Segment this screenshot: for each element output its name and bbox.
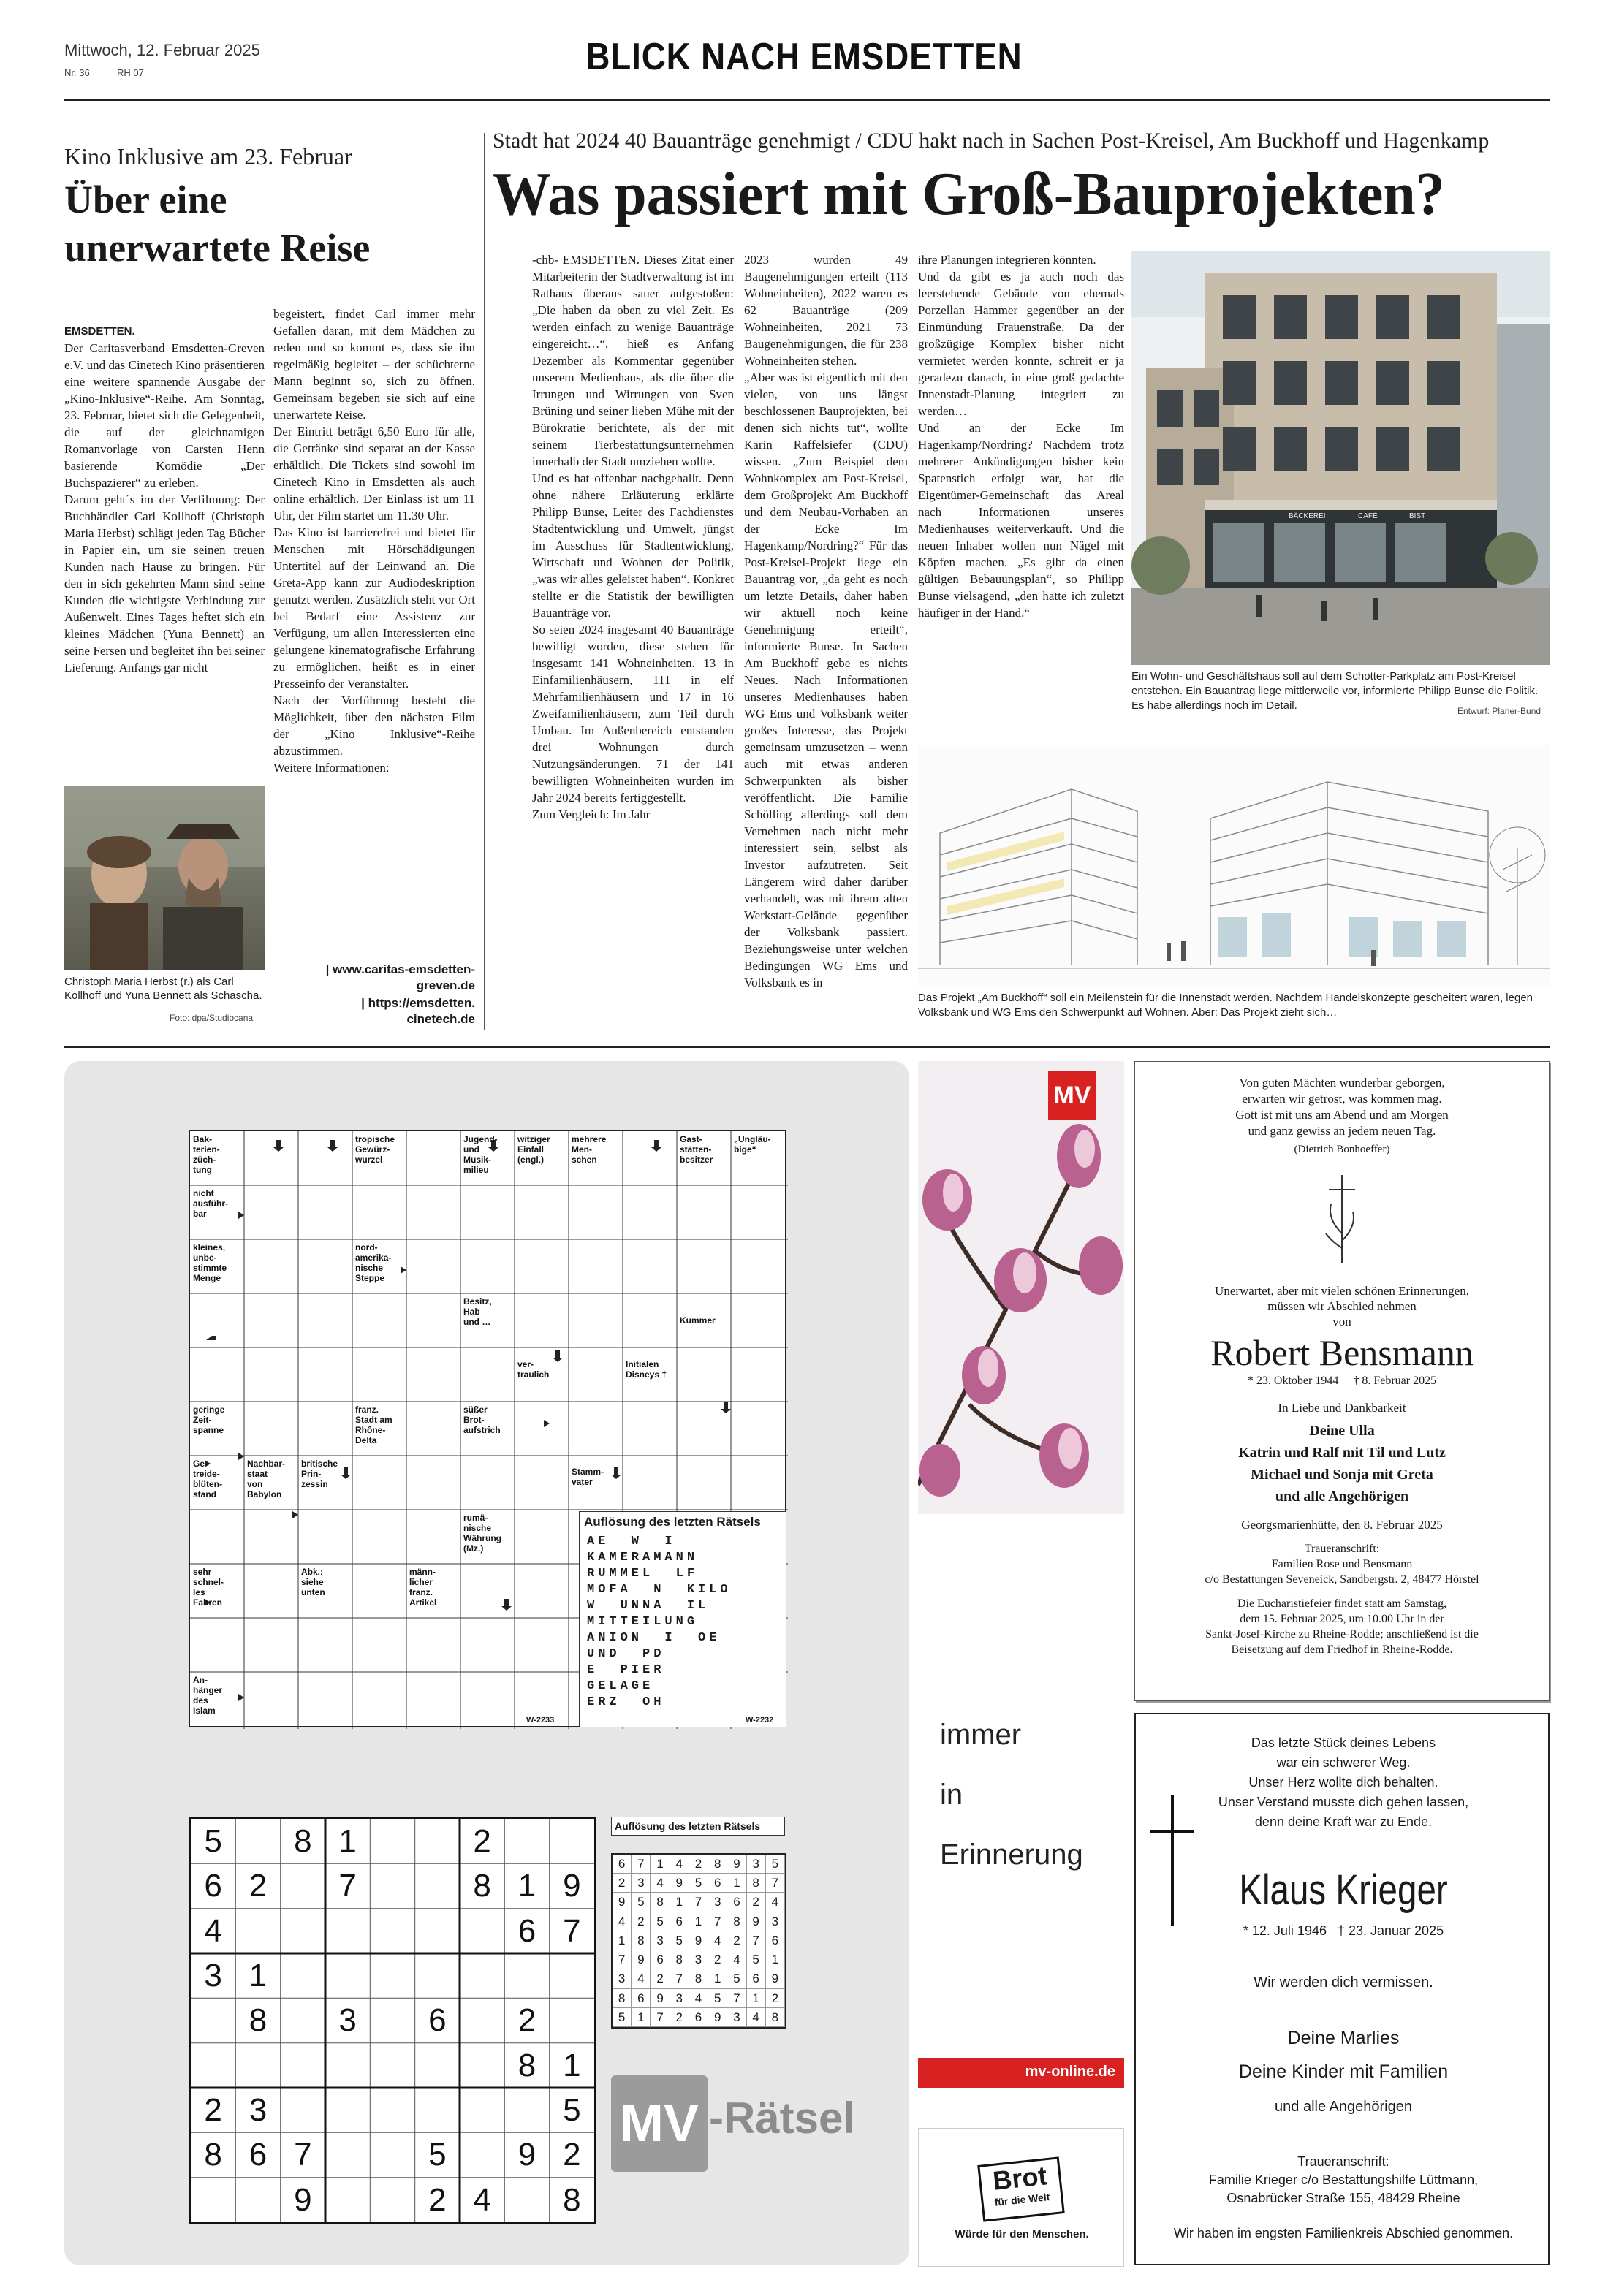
mv-online-url: mv-online.de [1025, 2064, 1115, 2080]
cross-flower-icon [1313, 1168, 1371, 1270]
obit2-name: Klaus Krieger [1239, 1866, 1448, 1914]
sudoku-solution-cell: 7 [727, 1989, 746, 2008]
kino-link-2[interactable] [273, 995, 475, 1027]
sudoku-solution-cell: 4 [708, 1931, 727, 1950]
obit1-place-date: Georgsmarienhütte, den 8. Februar 2025 [1241, 1518, 1443, 1532]
sudoku-solution-cell: 6 [613, 1855, 632, 1874]
sudoku-solution-cell: 6 [670, 1912, 689, 1931]
mv-raetsel-logo [611, 2075, 874, 2172]
sudoku-given: 8 [294, 1823, 312, 1859]
clue-cell: sehr schnel- les Fahren [193, 1567, 224, 1608]
sudoku-solution-cell: 7 [632, 1855, 651, 1874]
sudoku-given: 9 [517, 2137, 536, 2173]
shop-sign-2: CAFÉ [1358, 512, 1378, 520]
sudoku-given: 4 [204, 1912, 222, 1949]
building-render-1 [1131, 251, 1550, 665]
sudoku-solution-cell: 7 [670, 1969, 689, 1988]
obituary-bensmann [1134, 1061, 1550, 1701]
header-code: RH 07 [117, 67, 144, 78]
header-date: Mittwoch, 12. Februar 2025 [64, 41, 260, 59]
sudoku-solution-cell: 5 [613, 2008, 632, 2027]
sudoku-solution-title: Auflösung des letzten Rätsels [611, 1817, 785, 1836]
kino-dateline: EMSDETTEN. [64, 325, 135, 338]
kino-kicker: Kino Inklusive am 23. Februar [64, 143, 352, 170]
clue-cell: kleines, unbe- stimmte Menge [193, 1242, 227, 1283]
solution-row: ERZ OH [587, 1695, 665, 1709]
sudoku-solution-cell: 6 [727, 1893, 746, 1912]
sudoku-solution-cell: 8 [632, 1931, 651, 1950]
sudoku-solution-cell: 3 [632, 1874, 651, 1893]
clue-cell: Kummer [680, 1315, 716, 1326]
sudoku-solution-cell: 4 [651, 1874, 670, 1893]
sudoku-solution-cell: 9 [727, 1855, 746, 1874]
sudoku-solution-cell: 1 [632, 2008, 651, 2027]
clue-cell: geringe Zeit- spanne [193, 1404, 225, 1435]
obit1-address: Traueranschrift: Familien Rose und Bensmann c/o Bestattungen Seveneick, Sandbergstr. 2, 48477 Hörstel [1205, 1543, 1479, 1586]
sudoku-solution-cell: 9 [670, 1874, 689, 1893]
clue-cell: Abk.: siehe unten [301, 1567, 325, 1597]
brot-title: Brot [991, 2160, 1049, 2196]
sudoku-solution-cell: 2 [613, 1874, 632, 1893]
solution-row: UND PD [587, 1647, 665, 1661]
sudoku-solution-cell: 4 [613, 1912, 632, 1931]
sudoku-solution-cell: 6 [651, 1950, 670, 1969]
sudoku-solution-cell: 2 [670, 2008, 689, 2027]
sudoku-solution-cell: 4 [670, 1855, 689, 1874]
crossword-solution-box [579, 1511, 786, 1727]
sudoku-solution-cell: 9 [632, 1950, 651, 1969]
mv-raetsel-badge: MV [611, 2075, 708, 2172]
sudoku-solution-cell: 8 [747, 1874, 766, 1893]
sudoku-solution-cell: 9 [708, 2008, 727, 2027]
obit2-family: Deine Marlies Deine Kinder mit Familien [1238, 2028, 1449, 2082]
sudoku-given: 3 [249, 2092, 268, 2128]
sudoku-solution-cell: 3 [651, 1931, 670, 1950]
sudoku-solution-cell: 2 [727, 1931, 746, 1950]
solution-row: MITTEILUNG [587, 1615, 699, 1629]
sudoku-solution-cell: 1 [708, 1969, 727, 1988]
sudoku-solution-cell: 7 [613, 1950, 632, 1969]
mv-ad [918, 1061, 1124, 2099]
sudoku-solution-cell: 4 [727, 1950, 746, 1969]
sudoku-given: 5 [428, 2137, 447, 2173]
shop-sign-3: BIST [1409, 512, 1426, 520]
clue-cell: Stamm- vater [572, 1467, 604, 1487]
kino-link-1b: greven.de [416, 978, 475, 992]
brot-ad [918, 2128, 1124, 2267]
obit2-others: und alle Angehörigen [1275, 2099, 1412, 2115]
header-issue: Nr. 36 [64, 67, 90, 78]
obit2-closing: Wir haben im engsten Familienkreis Abschied genommen. [1173, 2226, 1514, 2240]
sudoku-solution-cell: 8 [708, 1855, 727, 1874]
sudoku-solution-cell: 7 [708, 1912, 727, 1931]
obituary-krieger [1134, 1713, 1550, 2265]
sudoku-solution-cell: 5 [747, 1950, 766, 1969]
sudoku-solution-cell: 8 [670, 1950, 689, 1969]
sudoku-given: 1 [338, 1823, 357, 1859]
solution-row: GELAGE [587, 1679, 654, 1693]
sudoku-solution-cell: 1 [766, 1950, 785, 1969]
clue-cell: süßer Brot- aufstrich [463, 1404, 501, 1435]
sudoku-solution-cell: 2 [708, 1950, 727, 1969]
building-1-caption: Ein Wohn- und Geschäftshaus soll auf dem Schotter-Parkplatz am Post-Kreisel entstehen. Ein Bauantrag liege mittlerweile vor, informierte Philipp Bunse die Politik. Es habe allerdings noch im Detail. [1131, 670, 1539, 712]
sudoku-solution-cell: 5 [651, 1912, 670, 1931]
sudoku-given: 7 [338, 1868, 357, 1904]
kino-link-1[interactable] [273, 962, 475, 994]
sudoku-solution-cell: 8 [613, 1989, 632, 2008]
clue-cell: Nachbar- staat von Babylon [247, 1459, 286, 1499]
sudoku-solution-cell: 9 [613, 1893, 632, 1912]
sudoku-solution-cell: 6 [766, 1931, 785, 1950]
sudoku-solution-cell: 9 [766, 1969, 785, 1988]
sudoku-solution-cell: 3 [727, 2008, 746, 2027]
kino-headline-1: Über eine [64, 178, 227, 221]
sudoku-given: 4 [473, 2181, 491, 2218]
clue-cell: Besitz, Hab und … [463, 1296, 492, 1327]
ad-line-2: in [940, 1779, 963, 1811]
sudoku-given: 8 [204, 2137, 222, 2173]
sudoku-solution-cell: 6 [689, 2008, 708, 2027]
sudoku-solution-cell: 1 [747, 1989, 766, 2008]
clue-cell: männ- licher franz. Artikel [409, 1567, 437, 1608]
sudoku-given: 2 [473, 1823, 491, 1859]
sudoku-solution-cell: 6 [632, 1989, 651, 2008]
sudoku-solution-cell: 3 [613, 1969, 632, 1988]
sudoku-given: 8 [473, 1868, 491, 1904]
clue-cell: ver- traulich [517, 1359, 550, 1380]
article-bottom-rule [64, 1046, 1550, 1048]
kino-text-col2: begeistert, findet Carl immer mehr Gefallen daran, mit dem Mädchen zu reden und so kommt es, dass sie ihn regelmäßig begleitet – der schüchterne Mann beginnt so, sich zu öffnen. Gemeinsam begeben sie sich auf eine unerwartete Reise. Der Eintritt beträgt 6,50 Euro für alle, die Getränke sind separat an der Kasse erhältlich. Die Tickets sind sowohl im Cinetech Kino in Emsdetten als auch online erhältlich. Der Einlass ist um 11 Uhr, der Film startet um 11.30 Uhr. Das Kino ist barrierefrei und bietet für Menschen mit Hörschädigungen Untertitel auf der Leinwand an. Die Greta-App kann zur Audiodeskription genutzt werden. Zusätzlich steht vor Ort bei Bedarf eine Assistenz zur Verfügung, um allen Interessierten eine gelungene kinematografische Erfahrung zu ermöglichen, heißt es in einer Presseinfo der Veranstalter. Nach der Vorführung besteht die Möglichkeit, über den nächsten Film der „Kino Inklusive“-Reihe abzustimmen. Weitere Informationen: [273, 307, 475, 775]
kino-headline-2: unerwartete Reise [64, 226, 371, 270]
kino-photo-caption: Christoph Maria Herbst (r.) als Carl Kollhoff und Yuna Bennett als Schascha. [64, 976, 262, 1002]
sudoku-solution-cell: 4 [766, 1893, 785, 1912]
obit1-name: Robert Bensmann [1210, 1332, 1474, 1373]
obit1-service: Die Eucharistiefeier findet statt am Samstag, dem 15. Februar 2025, um 10.00 Uhr in der Sankt-Josef-Kirche zu Rheine-Rodde; anschließend ist die Beisetzung auf dem Friedhof in Rheine-Rodde. [1205, 1597, 1479, 1656]
kino-photo [64, 786, 265, 970]
sudoku-solution-cell: 1 [689, 1912, 708, 1931]
obit1-poem: Von guten Mächten wunderbar geborgen, erwarten wir getrost, was kommen mag. Gott ist mit uns am Abend und am Morgen und ganz gewiss an jedem neuen Tag. [1235, 1076, 1449, 1138]
sudoku-given: 6 [428, 2002, 447, 2039]
kino-link-1a: | www.caritas-emsdetten- [325, 962, 475, 976]
clue-cell: britische Prin- zessin [301, 1459, 338, 1489]
obit2-poem: Das letzte Stück deines Lebens war ein schwerer Weg. Unser Herz wollte dich behalten. Unser Verstand musste dich gehen lassen, denn deine Kraft war zu Ende. [1218, 1736, 1469, 1829]
clue-cell: nord- amerika- nische Steppe [355, 1242, 392, 1283]
brot-logo [977, 2156, 1065, 2221]
building-2-caption: Das Projekt „Am Buckhoff“ soll ein Meilenstein für die Innenstadt werden. Nachdem Handelskonzepte gescheitert waren, legen Volksbank und WG Ems den Schwerpunkt auf Wohnen. Aber: Das Projekt zieht sich… [918, 992, 1533, 1019]
clue-cell: Ge- treide- blüten- stand [193, 1459, 222, 1499]
clue-cell: Initialen Disneys † [626, 1359, 667, 1380]
sudoku-given: 6 [517, 1912, 536, 1949]
sudoku-solution-cell: 5 [727, 1969, 746, 1988]
sudoku-solution-cell: 6 [708, 1874, 727, 1893]
sudoku-cells [191, 1819, 594, 2222]
sudoku-solution-cell: 5 [708, 1989, 727, 2008]
sudoku-given: 8 [563, 2181, 581, 2218]
clue-cell: Bak- terien- züch- tung [193, 1134, 220, 1175]
sudoku-solution-cell: 7 [747, 1931, 766, 1950]
sudoku-solution-cell: 3 [670, 1989, 689, 2008]
sudoku-solution-cell: 4 [747, 2008, 766, 2027]
kino-col1-text: Der Caritasverband Emsdetten-Greven e.V. und das Cinetech Kino präsentieren eine weitere spannende Ausgabe der „Kino-Inklusive“-Reihe. Am Sonntag, 23. Februar, bietet sich die Gelegenheit, die auf der gleichnamigen Romanvorlage von Carsten Henn basierende Komödie „Der Buchspazierer“ zu erleben. Darum geht´s im der Verfilmung: Der Buchhändler Carl Kollhoff (Christoph Maria Herbst) schlägt jeden Tag Bücher in Papier ein, um sie seinen treuen Kunden nach Hause zu bringen. Für den in sich gekehrten Mann sind seine Kunden die wichtigste Verbindung zur Außenwelt. Eines Tages heftet sich ein kleines Mädchen (Yuna Bennett) an seine Fersen und begleitet ihn bei seiner Lieferung. Anfangs gar nicht [64, 341, 265, 674]
obit2-dates: * 12. Juli 1946 † 23. Januar 2025 [1243, 1923, 1444, 1938]
obit1-family: Deine Ulla Katrin und Ralf mit Til und Lutz Michael und Sonja mit Greta und alle Angehörigen [1238, 1423, 1446, 1505]
sudoku-solution-cell: 1 [727, 1874, 746, 1893]
mv-raetsel-text: -Rätsel [709, 2094, 856, 2143]
sudoku-given: 2 [249, 1868, 268, 1904]
sudoku-given: 6 [249, 2137, 268, 2173]
kino-photo-credit: Foto: dpa/Studiocanal [170, 1013, 255, 1023]
kino-link-2a: | https://emsdetten. [361, 996, 475, 1010]
sudoku-solution-cell: 7 [651, 2008, 670, 2027]
clue-cell: rumä- nische Währung (Mz.) [463, 1513, 501, 1554]
sudoku-given: 1 [249, 1958, 268, 1993]
sudoku-solution-cell: 5 [670, 1931, 689, 1950]
sudoku-solution-cell: 1 [651, 1855, 670, 1874]
sudoku-given: 1 [563, 2047, 581, 2083]
ad-line-1: immer [940, 1719, 1022, 1751]
sudoku-given: 2 [517, 2002, 536, 2039]
sudoku-solution-cell: 9 [689, 1931, 708, 1950]
crossword-grid[interactable] [189, 1130, 786, 1727]
sudoku-solution-cell: 8 [689, 1969, 708, 1988]
sudoku-given: 2 [204, 2092, 222, 2128]
bau-text-col2: 2023 wurden 49 Baugenehmigungen erteilt (113 Wohneinheiten), 2022 waren es 62 Bauanträge (209 Wohneinheiten, 2021 73 Baugenehmigungen, die für 238 Wohneinheiten stehen. „Aber was ist eigentlich mit den vielen, von uns längst beschlossenen Bauprojekten, bei denen sich nichts tut“, wollte Karin Raffelsiefer (CDU) wissen. „Zum Beispiel dem Wohnkomplex am Post-Kreisel, dem Großprojekt Am Buckhoff und dem Neubau-Vorhaben an der Ecke Im Hagenkamp/Nordring?“ Für das Post-Kreisel-Projekt liege ein Bauantrag vor, „da geht es noch um letzte Details, daher haben wir aktuell noch keine Genehmigung erteilt“, informierte Bunse. In Sachen Am Buckhoff gebe es nichts Neues. Nach Informationen unseres Medienhauses haben WG Ems und Volksbank weiter großes Interesse, das Projekt gemeinsam umzusetzen – wenn auch mit etwas anderen Schwerpunkten als bisher veröffentlicht. Die Familie Schölling allerdings soll dem Vernehmen nach nicht mehr interessiert sein, selbst als Investor aufzutreten. Seit Längerem wird daher darüber verhandelt, was mit ihrem alten Werkstatt-Gelände gegenüber der Volksbank passiert. Beziehungsweise unter welchen Bedingungen WG Ems und Volksbank es in [744, 253, 908, 989]
sudoku-solution-cell: 7 [689, 1893, 708, 1912]
sudoku-solution-cell: 5 [689, 1874, 708, 1893]
ad-line-3: Erinnerung [940, 1839, 1083, 1871]
sudoku-given: 7 [294, 2137, 312, 2173]
sudoku-given: 3 [338, 2002, 357, 2039]
crossword-code-right: W-2232 [746, 1716, 774, 1725]
kino-text-col1 [64, 305, 265, 773]
sudoku-solution-cell: 1 [613, 1931, 632, 1950]
clue-cell: franz. Stadt am Rhône- Delta [355, 1404, 392, 1445]
crossword-solution-rows [587, 1534, 777, 1711]
sudoku-solution-cell: 9 [651, 1989, 670, 2008]
sudoku-solution-cell: 2 [632, 1912, 651, 1931]
building-1-credit: Entwurf: Planer-Bund [1457, 706, 1541, 716]
sudoku-solution-cell: 7 [766, 1874, 785, 1893]
obit1-poem-author: (Dietrich Bonhoeffer) [1294, 1144, 1390, 1155]
crossword-solution-title: Auflösung des letzten Rätsels [584, 1515, 761, 1529]
brot-sub: für die Welt [993, 2190, 1051, 2208]
sudoku-given: 5 [204, 1823, 222, 1859]
section-title: BLICK NACH EMSDETTEN [585, 36, 1023, 78]
header-rule [64, 99, 1550, 101]
crossword-code-left: W-2233 [526, 1716, 555, 1725]
solution-row: E PIER [587, 1663, 665, 1677]
sudoku-solution-cell: 8 [766, 2008, 785, 2027]
clue-cell: witziger Einfall (engl.) [517, 1134, 550, 1165]
sudoku-solution-cell: 3 [766, 1912, 785, 1931]
sudoku-given: 2 [563, 2137, 581, 2173]
sudoku-solution-cell: 2 [689, 1855, 708, 1874]
obit2-missed: Wir werden dich vermissen. [1254, 1974, 1433, 1991]
clue-cell: An- hänger des Islam [193, 1675, 223, 1716]
obit1-love: In Liebe und Dankbarkeit [1278, 1401, 1406, 1415]
mv-online-bar[interactable] [918, 2058, 1124, 2088]
brot-tagline: Würde für den Menschen. [955, 2228, 1089, 2240]
sudoku-given: 3 [204, 1958, 222, 1993]
sudoku-solution-cell: 2 [651, 1969, 670, 1988]
sudoku-solution-cell: 4 [632, 1969, 651, 1988]
solution-row: ANION I OE [587, 1631, 721, 1645]
sudoku-given: 9 [294, 2181, 312, 2218]
bau-text-col1: -chb- EMSDETTEN. Dieses Zitat einer Mitarbeiterin der Stadtverwaltung ist im Rathaus überaus sauer aufgestoßen: „Die haben da oben zu viel Zeit. Es werden einfach zu wenige Bauanträge eingereicht…“, hieß es Anfang Dezember als Kommentar gegenüber unserem Medienhaus, als die über die Irrungen und Wirrungen von Sven Brüning und seiner lieben Mühe mit der Bürokratie berichtete, als der mit seinem Tierbestattungsunternehmen innerhalb der Stadt umziehen wollte. Und es hat offenbar nachgehallt. Denn ohne nähere Erläuterung erklärte Philipp Bunse, Leiter des Fachdienstes Stadtentwicklung und Umwelt, jüngst im Ausschuss für Stadtentwicklung, Wirtschaft und Wohnen der Politik, „was wir alles geleistet haben“. Konkret stellte er die Statistik der bewilligten Bauanträge vor. So seien 2024 insgesamt 40 Bauanträge bewilligt worden, diese stehen für insgesamt 141 Wohneinheiten. 13 in Einfamilienhäusern, 111 in elf Mehrfamilienhäusern und 17 in 16 Zweifamilienhäusern, zum Teil durch Umbau. Im Außenbereich entstanden drei Wohnungen durch Nutzungsänderungen. 71 der 141 bewilligten Wohneinheiten wurden im Jahr 2024 bereits fertiggestellt. Zum Vergleich: Im Jahr [532, 253, 734, 821]
sudoku-solution-cell: 2 [747, 1893, 766, 1912]
sudoku-given: 1 [517, 1868, 536, 1904]
sudoku-solution-cell: 3 [689, 1950, 708, 1969]
clue-cell: Gast- stätten- besitzer [680, 1134, 713, 1165]
sudoku-given: 8 [517, 2047, 536, 2083]
sudoku-solution-cell: 9 [747, 1912, 766, 1931]
column-divider [484, 133, 485, 1030]
sudoku-solution-cell: 6 [747, 1969, 766, 1988]
sudoku-grid[interactable] [189, 1817, 596, 2224]
building-render-2 [918, 745, 1550, 987]
sudoku-given: 9 [563, 1868, 581, 1904]
sudoku-solution-cell: 2 [766, 1989, 785, 2008]
bau-headline: Was passiert mit Groß-Bauprojekten? [493, 160, 1445, 228]
magnolia-image [918, 1061, 1124, 1514]
sudoku-solution-cell: 4 [689, 1989, 708, 2008]
sudoku-solution-cell: 8 [651, 1893, 670, 1912]
solution-row: AE W I [587, 1535, 676, 1548]
clue-cell: tropische Gewürz- wurzel [355, 1134, 395, 1165]
shop-sign-1: BÄCKEREI [1289, 512, 1326, 520]
obit2-address: Traueranschrift: Familie Krieger c/o Bestattungshilfe Lüttmann, Osnabrücker Straße 155, 48429 Rheine [1208, 2154, 1479, 2205]
mv-logo: MV [1048, 1071, 1096, 1120]
clue-cell: „Ungläu- bige“ [734, 1134, 771, 1155]
clue-cell: mehrere Men- schen [572, 1134, 607, 1165]
bau-kicker: Stadt hat 2024 40 Bauanträge genehmigt / CDU hakt nach in Sachen Post-Kreisel, Am Buckhoff und Hagenkamp [493, 129, 1490, 153]
sudoku-solution-cell: 3 [747, 1855, 766, 1874]
sudoku-solution-cell: 5 [632, 1893, 651, 1912]
sudoku-solution-cell: 5 [766, 1855, 785, 1874]
sudoku-solution-cell: 8 [727, 1912, 746, 1931]
kino-link-2b: cinetech.de [406, 1012, 475, 1026]
clue-cell: nicht ausführ- bar [193, 1188, 228, 1219]
sudoku-given: 5 [563, 2092, 581, 2128]
sudoku-solution-cell: 3 [708, 1893, 727, 1912]
bau-text-col3: ihre Planungen integrieren könnten. Und da gibt es ja auch noch das leerstehende Gebäude von ehemals Porzellan Hammer gegenüber an der Einmündung Frauenstraße. Da der großzügige Komplex bisher nicht vermietet werden konnte, schreit er ja geradezu danach, in eine groß gedachte Innenstadt-Planung integriert zu werden… Und an der Ecke Im Hagenkamp/Nordring? Nachdem trotz mehrerer Ankündigungen bisher kein Spatenstich erfolgt war, hat die Eigentümer-Gemeinschaft das Areal nach Informationen unseres Medienhauses weiterverkauft. Und die neuen Inhaber wollen nun Nägel mit Köpfen machen. „Es gibt da einen gültigen Bebauungsplan“, so Philipp Bunse vielsagend, „den hatte ich zuletzt häufiger in der Hand.“ [918, 253, 1124, 620]
sudoku-given: 8 [249, 2002, 268, 2039]
solution-row: RUMMEL LF [587, 1567, 699, 1581]
solution-row: W UNNA IL [587, 1599, 710, 1613]
sudoku-solution-cell: 1 [670, 1893, 689, 1912]
sudoku-solution [611, 1817, 786, 2029]
solution-row: MOFA N KILO [587, 1583, 732, 1597]
sudoku-solution-grid [611, 1853, 786, 2029]
solution-row: KAMERAMANN [587, 1551, 699, 1565]
clue-cell: Jugend- und Musik- milieu [463, 1134, 498, 1175]
obit1-dates: * 23. Oktober 1944 † 8. Februar 2025 [1247, 1375, 1437, 1387]
sudoku-given: 6 [204, 1868, 222, 1904]
obit1-intro: Unerwartet, aber mit vielen schönen Erinnerungen, müssen wir Abschied nehmen von [1215, 1284, 1469, 1328]
sudoku-given: 7 [563, 1912, 581, 1949]
sudoku-given: 2 [428, 2181, 447, 2218]
